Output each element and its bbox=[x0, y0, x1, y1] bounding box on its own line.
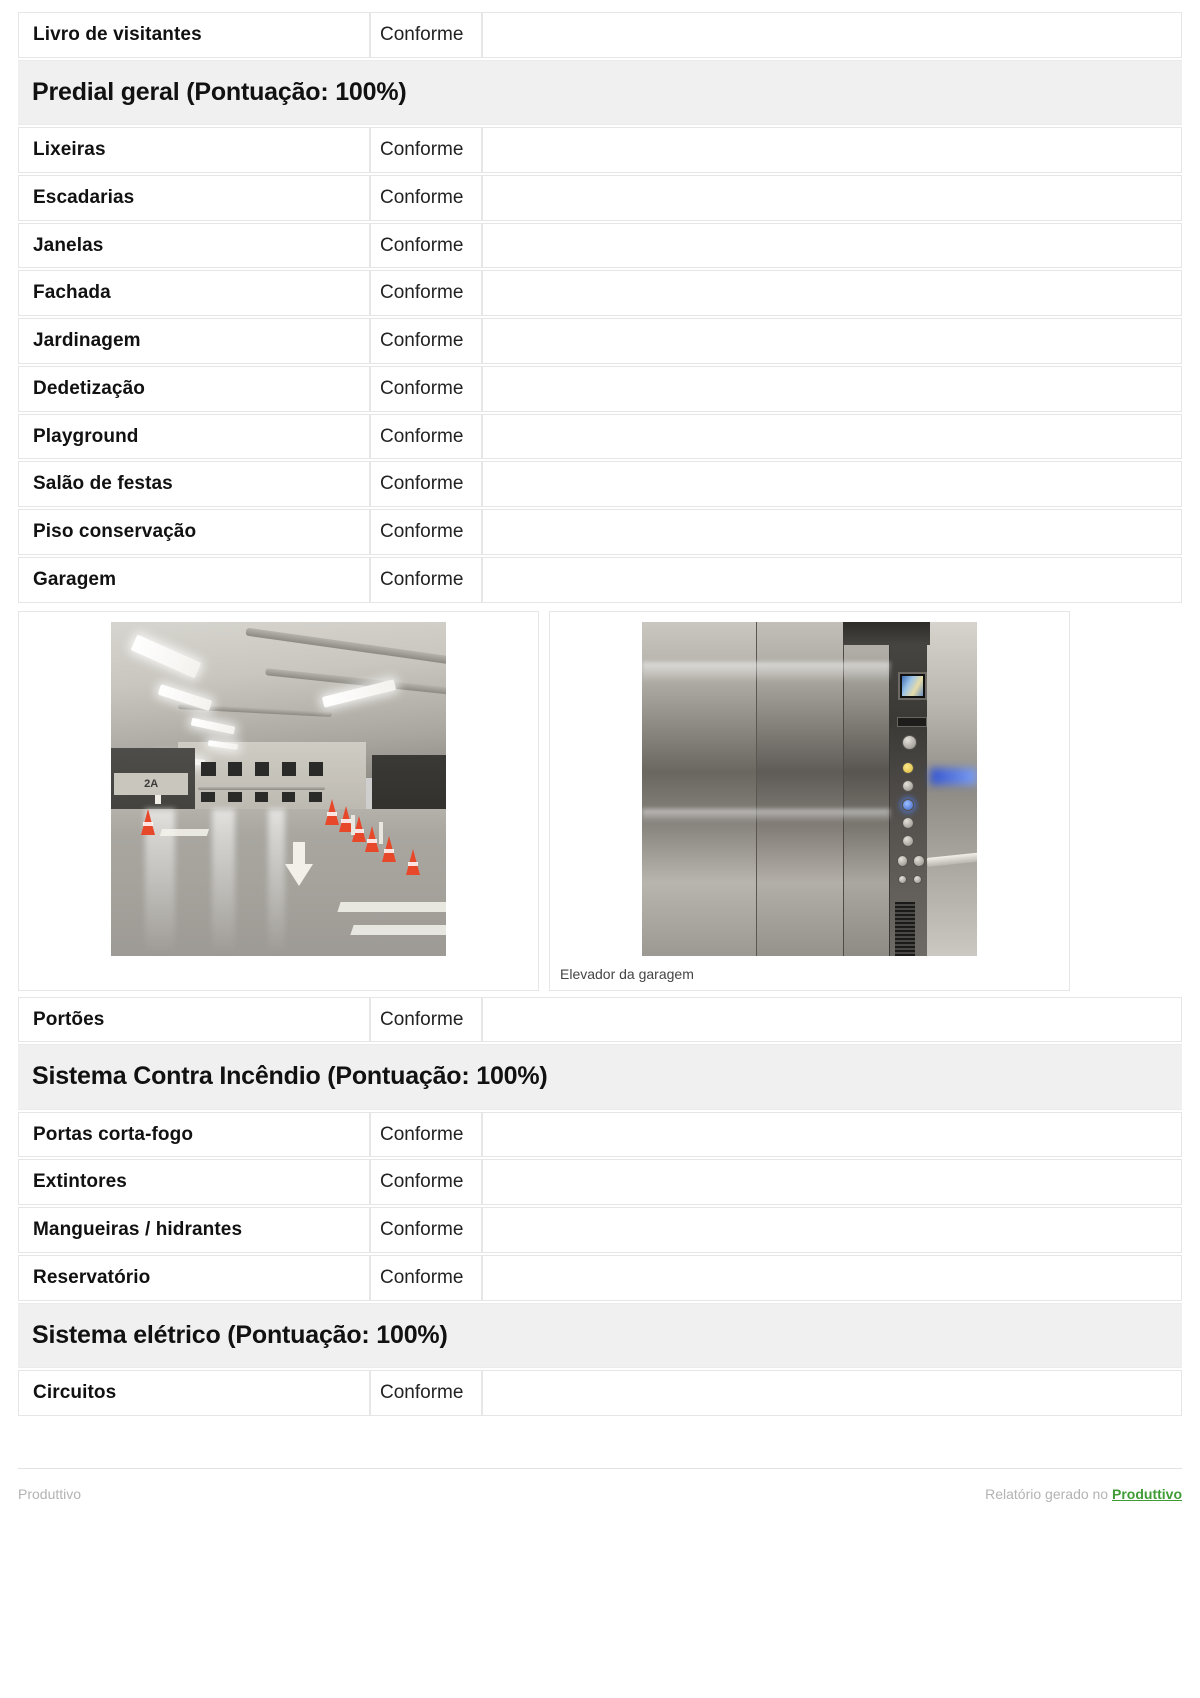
row-notes bbox=[482, 12, 1182, 58]
row-notes bbox=[482, 1255, 1182, 1301]
footer-brand: Produttivo bbox=[18, 1486, 82, 1502]
footer-divider bbox=[18, 1468, 1182, 1469]
inspection-table-body bbox=[18, 12, 1182, 1416]
elevator-button[interactable] bbox=[913, 875, 922, 884]
row-notes bbox=[482, 270, 1182, 316]
table-row bbox=[18, 509, 1182, 555]
elevator-card-reader bbox=[897, 717, 927, 728]
row-notes bbox=[482, 1207, 1182, 1253]
row-status: Conforme bbox=[370, 509, 482, 555]
table-row bbox=[18, 1207, 1182, 1253]
table-row bbox=[18, 223, 1182, 269]
table-row bbox=[18, 1370, 1182, 1416]
photo-card-garage[interactable] bbox=[18, 611, 539, 991]
row-notes bbox=[482, 175, 1182, 221]
section-title: Sistema elétrico (Pontuação: 100%) bbox=[32, 1320, 448, 1349]
garage-floor-reflection bbox=[212, 809, 235, 956]
garage-vent bbox=[201, 792, 214, 802]
row-status: Conforme bbox=[370, 318, 482, 364]
garage-vent bbox=[309, 762, 323, 776]
row-notes bbox=[482, 997, 1182, 1043]
row-status: Conforme bbox=[370, 175, 482, 221]
row-label: Circuitos bbox=[18, 1370, 370, 1416]
elevator-display-screen bbox=[898, 672, 926, 700]
photo-card-elevator[interactable] bbox=[549, 611, 1070, 991]
table-row bbox=[18, 557, 1182, 603]
row-status: Conforme bbox=[370, 366, 482, 412]
elevator-wall bbox=[927, 622, 977, 956]
row-status: Conforme bbox=[370, 414, 482, 460]
elevator-button[interactable] bbox=[913, 855, 924, 866]
row-notes bbox=[482, 318, 1182, 364]
row-status: Conforme bbox=[370, 1112, 482, 1158]
elevator-button[interactable] bbox=[898, 875, 907, 884]
garage-vent bbox=[255, 762, 269, 776]
row-status: Conforme bbox=[370, 1159, 482, 1205]
garage-vent bbox=[282, 792, 295, 802]
table-row bbox=[18, 414, 1182, 460]
row-label: Reservatório bbox=[18, 1255, 370, 1301]
garage-vent bbox=[201, 762, 215, 776]
section-title: Sistema Contra Incêndio (Pontuação: 100%) bbox=[32, 1062, 548, 1091]
elevator-photo-caption: Elevador da garagem bbox=[560, 965, 694, 982]
elevator-button[interactable] bbox=[902, 762, 914, 774]
photo-gallery-row bbox=[18, 605, 1182, 995]
garage-rail bbox=[198, 787, 325, 790]
row-label: Fachada bbox=[18, 270, 370, 316]
garage-sign-2a: 2A bbox=[114, 773, 188, 795]
garage-vent bbox=[255, 792, 268, 802]
elevator-button[interactable] bbox=[897, 855, 908, 866]
garage-vent bbox=[309, 792, 322, 802]
row-status: Conforme bbox=[370, 1255, 482, 1301]
garage-vent bbox=[228, 762, 242, 776]
row-notes bbox=[482, 557, 1182, 603]
table-row bbox=[18, 270, 1182, 316]
footer-generated-by bbox=[985, 1486, 1182, 1502]
row-notes bbox=[482, 1370, 1182, 1416]
garage-floor-stripe bbox=[337, 902, 446, 912]
row-notes bbox=[482, 414, 1182, 460]
row-label: Playground bbox=[18, 414, 370, 460]
table-row bbox=[18, 997, 1182, 1043]
section-header-cell bbox=[18, 60, 1182, 125]
row-notes bbox=[482, 1159, 1182, 1205]
row-label: Livro de visitantes bbox=[18, 12, 370, 58]
page-footer bbox=[18, 1486, 1182, 1502]
row-status: Conforme bbox=[370, 223, 482, 269]
section-header-row bbox=[18, 1303, 1182, 1368]
inspection-table bbox=[18, 10, 1182, 1418]
elevator-vent-grille bbox=[895, 902, 915, 955]
section-header-cell bbox=[18, 1303, 1182, 1368]
table-row bbox=[18, 1112, 1182, 1158]
section-header-row bbox=[18, 1044, 1182, 1109]
table-row bbox=[18, 127, 1182, 173]
table-row bbox=[18, 1159, 1182, 1205]
row-label: Salão de festas bbox=[18, 461, 370, 507]
row-label: Escadarias bbox=[18, 175, 370, 221]
footer-produttivo-link[interactable]: Produttivo bbox=[1112, 1486, 1182, 1502]
garage-floor-stripe bbox=[160, 829, 209, 836]
photo-strip bbox=[18, 611, 1182, 991]
table-row bbox=[18, 175, 1182, 221]
row-status: Conforme bbox=[370, 461, 482, 507]
row-label: Portões bbox=[18, 997, 370, 1043]
table-row bbox=[18, 318, 1182, 364]
table-row bbox=[18, 461, 1182, 507]
garage-marker bbox=[155, 795, 161, 804]
garage-photo[interactable] bbox=[111, 622, 446, 956]
row-notes bbox=[482, 223, 1182, 269]
garage-post bbox=[351, 815, 355, 835]
elevator-button[interactable] bbox=[902, 835, 914, 847]
row-label: Garagem bbox=[18, 557, 370, 603]
section-title: Predial geral (Pontuação: 100%) bbox=[32, 77, 407, 106]
row-status: Conforme bbox=[370, 270, 482, 316]
row-label: Mangueiras / hidrantes bbox=[18, 1207, 370, 1253]
section-header-cell bbox=[18, 1044, 1182, 1109]
row-notes bbox=[482, 509, 1182, 555]
footer-generated-prefix: Relatório gerado no bbox=[985, 1486, 1112, 1502]
row-label: Lixeiras bbox=[18, 127, 370, 173]
garage-floor-reflection bbox=[268, 809, 285, 956]
elevator-highlight bbox=[642, 662, 890, 682]
garage-vent bbox=[228, 792, 241, 802]
row-notes bbox=[482, 461, 1182, 507]
garage-floor-arrow bbox=[285, 842, 313, 886]
row-notes bbox=[482, 127, 1182, 173]
row-label: Jardinagem bbox=[18, 318, 370, 364]
elevator-top-edge bbox=[843, 622, 930, 645]
row-status: Conforme bbox=[370, 557, 482, 603]
elevator-button[interactable] bbox=[902, 799, 914, 811]
row-status: Conforme bbox=[370, 1207, 482, 1253]
row-label: Dedetização bbox=[18, 366, 370, 412]
garage-post bbox=[379, 822, 383, 844]
row-status: Conforme bbox=[370, 12, 482, 58]
elevator-photo[interactable] bbox=[642, 622, 977, 956]
garage-vent bbox=[282, 762, 296, 776]
row-notes bbox=[482, 366, 1182, 412]
row-label: Extintores bbox=[18, 1159, 370, 1205]
row-label: Janelas bbox=[18, 223, 370, 269]
elevator-highlight bbox=[642, 809, 890, 822]
table-row bbox=[18, 1255, 1182, 1301]
table-row bbox=[18, 366, 1182, 412]
section-header-row bbox=[18, 60, 1182, 125]
garage-floor-stripe bbox=[351, 925, 446, 935]
elevator-button[interactable] bbox=[902, 780, 914, 792]
row-status: Conforme bbox=[370, 127, 482, 173]
elevator-button[interactable] bbox=[902, 817, 914, 829]
elevator-blue-reflection bbox=[930, 768, 977, 785]
row-notes bbox=[482, 1112, 1182, 1158]
row-status: Conforme bbox=[370, 1370, 482, 1416]
photo-gallery-cell bbox=[18, 605, 1182, 995]
row-label: Portas corta-fogo bbox=[18, 1112, 370, 1158]
table-row bbox=[18, 12, 1182, 58]
row-label: Piso conservação bbox=[18, 509, 370, 555]
row-status: Conforme bbox=[370, 997, 482, 1043]
